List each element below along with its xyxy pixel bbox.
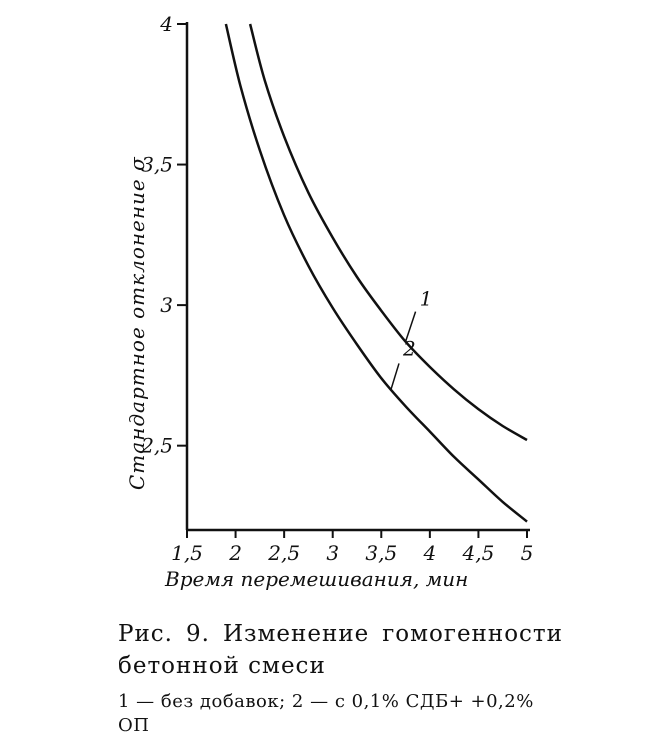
series-2-label: 2 bbox=[403, 336, 416, 361]
x-tick-label: 3,5 bbox=[365, 541, 398, 565]
x-tick-label: 4 bbox=[423, 541, 437, 565]
series-1-label: 1 bbox=[419, 286, 433, 311]
x-tick-label: 5 bbox=[520, 541, 534, 565]
y-tick-label: 3 bbox=[160, 293, 173, 318]
figure-caption-legend: 1 — без добавок; 2 — с 0,1% СДБ+ +0,2% ОП bbox=[118, 691, 534, 736]
x-tick-label: 2,5 bbox=[268, 541, 301, 565]
figure-caption-title: Рис. 9. Изменение гомогенности бетонной смеси bbox=[118, 621, 563, 679]
x-tick-label: 2 bbox=[229, 541, 242, 565]
y-axis-label: Стандартное отклонение σ bbox=[125, 156, 149, 490]
x-axis-label: Время перемешивания, мин bbox=[165, 567, 469, 591]
x-tick-label: 3 bbox=[326, 541, 340, 565]
x-ticks bbox=[171, 530, 533, 565]
y-tick-label: 4 bbox=[160, 12, 173, 36]
y-tick-label: 3,5 bbox=[141, 152, 173, 177]
x-tick-label: 4,5 bbox=[462, 541, 495, 565]
series-layer bbox=[226, 24, 527, 522]
x-tick-label: 1,5 bbox=[171, 541, 203, 565]
series-2-leader bbox=[391, 363, 399, 389]
y-tick-label: 2,5 bbox=[141, 433, 173, 458]
